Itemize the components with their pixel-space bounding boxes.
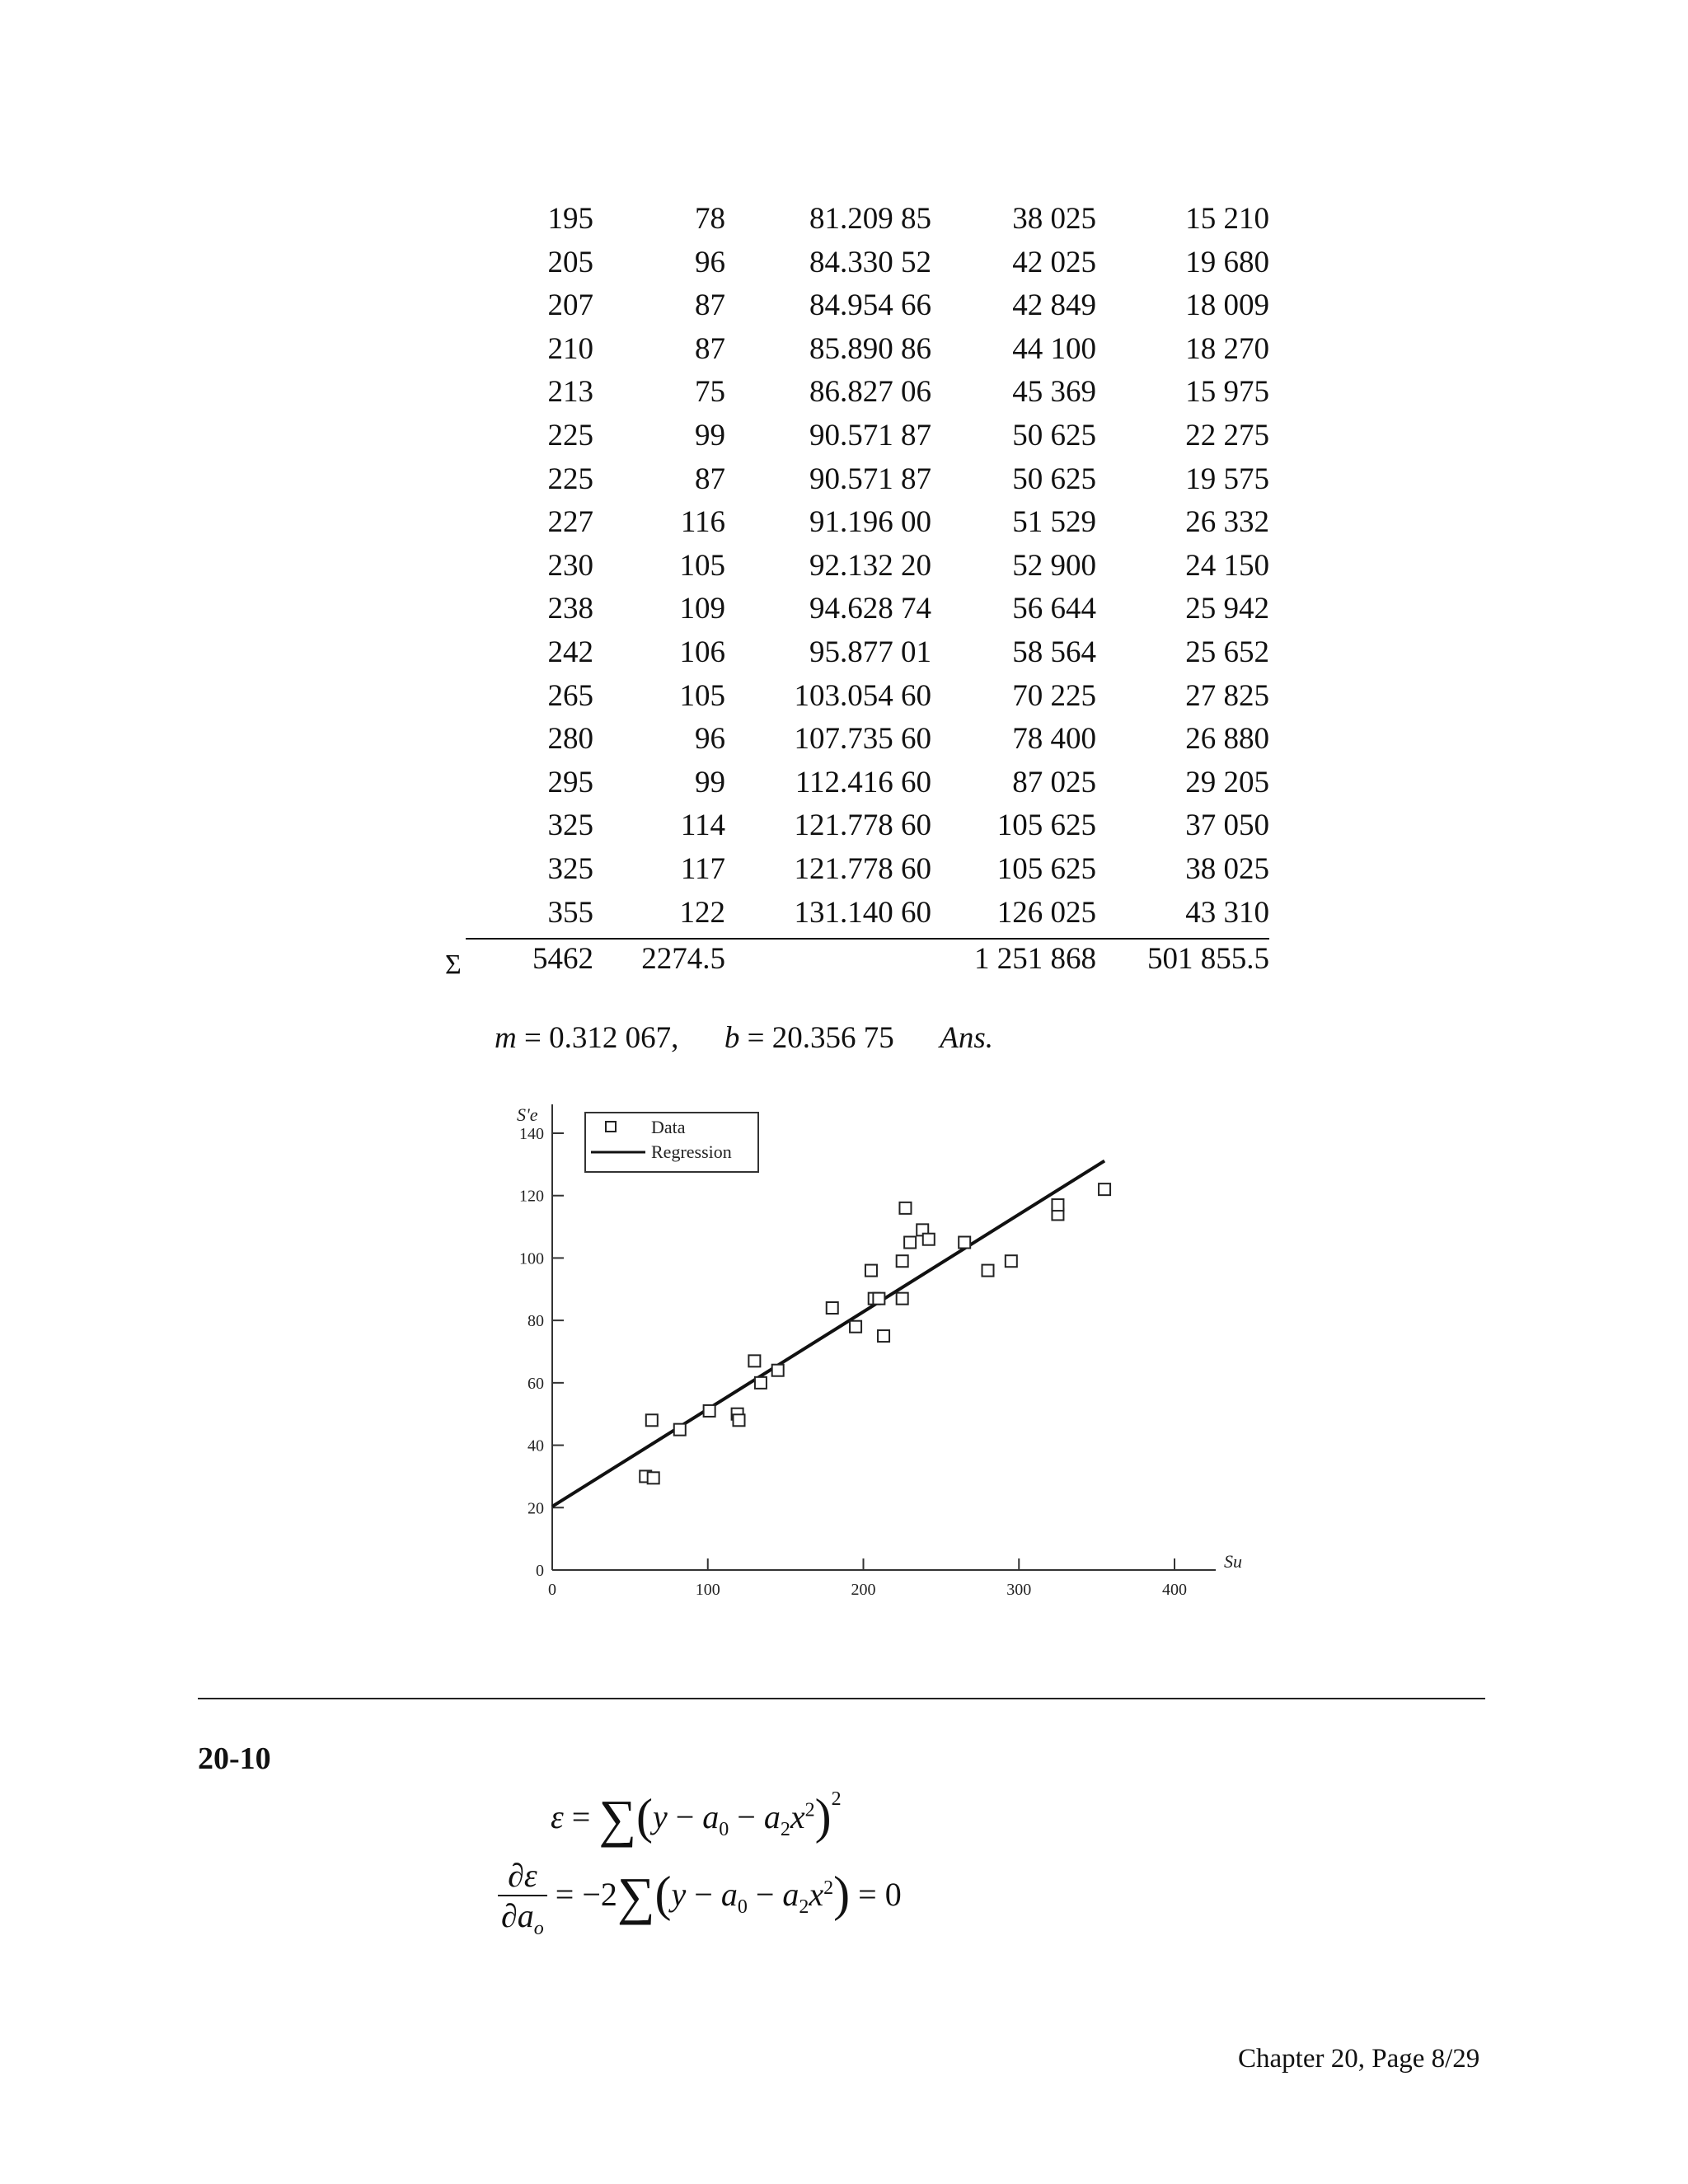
regression-results — [495, 1020, 993, 1056]
table-cell: 24 150 — [1185, 548, 1269, 583]
data-point — [748, 1355, 760, 1366]
data-point — [734, 1414, 745, 1426]
table-cell: 103.054 60 — [794, 678, 931, 713]
table-cell: 90.571 87 — [809, 418, 931, 452]
table-cell: 70 225 — [1012, 678, 1096, 713]
table-cell: 121.778 60 — [794, 808, 931, 843]
table-cell: 19 575 — [1185, 462, 1269, 496]
table-cell: 45 369 — [1012, 375, 1096, 410]
eq2-sum-symbol: ∑ — [617, 1867, 655, 1926]
data-point — [674, 1424, 686, 1436]
table-cell: 26 332 — [1185, 505, 1269, 540]
chart-legend — [585, 1113, 758, 1172]
equation-error-function — [551, 1788, 842, 1849]
legend-label-regression: Regression — [651, 1141, 732, 1162]
table-cell: 92.132 20 — [809, 548, 931, 583]
table-row — [429, 198, 1269, 241]
data-point — [755, 1377, 767, 1389]
table-cell: 87 — [695, 331, 725, 366]
eq1-a2: a — [763, 1798, 781, 1835]
table-cell: 37 050 — [1185, 808, 1269, 843]
b-label: b — [724, 1021, 740, 1055]
eq2-rhs: = 0 — [850, 1876, 902, 1914]
data-point — [899, 1202, 911, 1214]
m-label: m — [495, 1021, 517, 1055]
table-cell: 84.330 52 — [809, 245, 931, 279]
table-row — [429, 631, 1269, 675]
data-point — [850, 1321, 861, 1333]
table-cell: 90.571 87 — [809, 462, 931, 496]
table-row — [429, 804, 1269, 848]
eq2-a2: a — [782, 1876, 799, 1914]
sum-divider — [466, 938, 1269, 940]
x-axis-label: Su — [1224, 1551, 1242, 1572]
table-cell: 25 652 — [1185, 635, 1269, 669]
sum-cell: 1 251 868 — [974, 942, 1096, 977]
table-cell: 99 — [695, 418, 725, 452]
table-cell: 213 — [547, 375, 593, 410]
table-cell: 117 — [680, 851, 725, 886]
y-tick-label: 100 — [519, 1249, 544, 1268]
table-cell: 225 — [547, 462, 593, 496]
y-tick-label: 80 — [528, 1312, 544, 1331]
table-cell: 95.877 01 — [809, 635, 931, 669]
table-cell: 91.196 00 — [809, 505, 931, 540]
equation-partial-derivative — [498, 1856, 902, 1940]
table-row — [429, 762, 1269, 805]
y-axis-label: S'e — [517, 1104, 538, 1125]
table-cell: 355 — [547, 895, 593, 930]
eq1-outer-square: 2 — [831, 1788, 842, 1810]
eq2-equals: = −2 — [546, 1876, 617, 1914]
data-point — [865, 1265, 877, 1277]
table-cell: 265 — [547, 678, 593, 713]
data-point — [923, 1234, 935, 1245]
table-row — [429, 892, 1269, 935]
data-point — [827, 1302, 838, 1314]
table-cell: 52 900 — [1012, 548, 1096, 583]
table-cell: 227 — [547, 505, 593, 540]
x-tick-label: 400 — [1162, 1581, 1187, 1599]
table-cell: 295 — [547, 765, 593, 799]
m-value: = 0.312 067, — [516, 1021, 679, 1055]
table-cell: 105 625 — [996, 808, 1096, 843]
table-cell: 105 625 — [996, 851, 1096, 886]
eq2-x: x — [809, 1876, 824, 1914]
x-tick-label: 100 — [695, 1581, 720, 1599]
page-footer: Chapter 20, Page 8/29 — [1238, 2044, 1480, 2074]
eq1-close-paren: ) — [814, 1789, 832, 1844]
table-cell: 114 — [680, 808, 725, 843]
sum-cell: 2274.5 — [641, 942, 725, 977]
table-cell: 38 025 — [1012, 202, 1096, 236]
y-tick-label: 140 — [519, 1125, 544, 1143]
legend-marker-data — [606, 1122, 616, 1132]
ans-label: Ans. — [940, 1021, 993, 1055]
table-cell: 26 880 — [1185, 722, 1269, 757]
table-cell: 242 — [547, 635, 593, 669]
data-point — [904, 1237, 916, 1249]
eq1-minus-2: − — [729, 1798, 764, 1835]
table-cell: 325 — [547, 851, 593, 886]
y-tick-label: 60 — [528, 1374, 544, 1393]
table-cell: 195 — [547, 202, 593, 236]
eq2-minus-2: − — [747, 1876, 783, 1914]
data-point — [959, 1237, 970, 1249]
table-cell: 85.890 86 — [809, 331, 931, 366]
chart-axes — [517, 1104, 1242, 1599]
table-cell: 87 — [695, 462, 725, 496]
eq2-den-text: ∂a — [501, 1897, 534, 1934]
table-cell: 44 100 — [1012, 331, 1096, 366]
table-cell: 205 — [547, 245, 593, 279]
table-cell: 105 — [679, 548, 725, 583]
table-cell: 207 — [547, 288, 593, 323]
table-cell: 18 270 — [1185, 331, 1269, 366]
table-row — [429, 675, 1269, 719]
table-cell: 94.628 74 — [809, 592, 931, 626]
table-cell: 109 — [679, 592, 725, 626]
table-row — [429, 415, 1269, 458]
table-row — [429, 458, 1269, 502]
eq2-fraction — [498, 1856, 547, 1940]
eq2-x-squared: 2 — [823, 1877, 834, 1899]
table-cell: 81.209 85 — [809, 202, 931, 236]
eq1-lhs: ε — [551, 1798, 564, 1835]
regression-chart — [507, 1096, 1249, 1615]
eq1-equals: = — [563, 1798, 599, 1835]
table-row — [429, 588, 1269, 631]
table-cell: 78 — [695, 202, 725, 236]
data-point — [878, 1330, 889, 1342]
table-cell: 96 — [695, 245, 725, 279]
data-point — [897, 1255, 908, 1267]
y-tick-label: 0 — [536, 1562, 544, 1580]
table-cell: 19 680 — [1185, 245, 1269, 279]
sum-symbol: Σ — [445, 949, 462, 980]
table-cell: 18 009 — [1185, 288, 1269, 323]
table-cell: 87 — [695, 288, 725, 323]
data-point — [1099, 1183, 1110, 1195]
table-cell: 126 025 — [996, 895, 1096, 930]
table-row — [429, 241, 1269, 285]
data-point — [646, 1414, 658, 1426]
table-cell: 38 025 — [1185, 851, 1269, 886]
data-point — [704, 1405, 715, 1417]
table-row — [429, 718, 1269, 762]
x-tick-label: 0 — [548, 1581, 556, 1599]
eq2-open-paren: ( — [654, 1867, 672, 1922]
data-points — [640, 1183, 1110, 1483]
regression-line — [552, 1161, 1104, 1507]
y-tick-label: 120 — [519, 1187, 544, 1206]
table-cell: 42 849 — [1012, 288, 1096, 323]
x-tick-label: 200 — [851, 1581, 876, 1599]
data-point — [772, 1365, 784, 1376]
eq1-sub-2: 2 — [780, 1819, 790, 1840]
legend-label-data: Data — [651, 1117, 686, 1137]
table-row — [429, 371, 1269, 415]
eq2-a0: a — [720, 1876, 738, 1914]
table-cell: 99 — [695, 765, 725, 799]
table-cell: 131.140 60 — [794, 895, 931, 930]
table-cell: 58 564 — [1012, 635, 1096, 669]
table-cell: 106 — [679, 635, 725, 669]
table-cell: 15 975 — [1185, 375, 1269, 410]
eq1-sub-0: 0 — [719, 1819, 729, 1840]
eq1-x: x — [790, 1798, 805, 1835]
table-cell: 43 310 — [1185, 895, 1269, 930]
table-cell: 210 — [547, 331, 593, 366]
table-cell: 96 — [695, 722, 725, 757]
eq2-sub-0: 0 — [737, 1896, 748, 1919]
table-cell: 75 — [695, 375, 725, 410]
problem-number: 20-10 — [198, 1741, 271, 1776]
data-point — [982, 1265, 994, 1277]
table-cell: 105 — [679, 678, 725, 713]
sum-cell: 501 855.5 — [1147, 942, 1269, 977]
table-cell: 107.735 60 — [794, 722, 931, 757]
table-cell: 238 — [547, 592, 593, 626]
eq2-numerator: ∂ε — [498, 1856, 547, 1896]
table-cell: 86.827 06 — [809, 375, 931, 410]
table-cell: 22 275 — [1185, 418, 1269, 452]
table-cell: 87 025 — [1012, 765, 1096, 799]
b-value: = 20.356 75 — [739, 1021, 894, 1055]
table-cell: 325 — [547, 808, 593, 843]
sum-row — [429, 935, 1269, 984]
data-point — [873, 1293, 884, 1305]
data-point — [1052, 1199, 1063, 1211]
table-cell: 25 942 — [1185, 592, 1269, 626]
table-cell: 225 — [547, 418, 593, 452]
table-row — [429, 848, 1269, 892]
table-body — [429, 198, 1269, 984]
table-cell: 280 — [547, 722, 593, 757]
eq2-minus-1: − — [686, 1876, 721, 1914]
table-row — [429, 545, 1269, 588]
table-row — [429, 328, 1269, 372]
eq1-open-paren: ( — [635, 1789, 653, 1844]
table-cell: 51 529 — [1012, 505, 1096, 540]
eq1-a0: a — [702, 1798, 720, 1835]
eq2-sub-2: 2 — [799, 1896, 809, 1919]
table-cell: 29 205 — [1185, 765, 1269, 799]
data-point — [1006, 1255, 1017, 1267]
eq2-den-sub: o — [533, 1918, 544, 1939]
eq1-sum-symbol: ∑ — [598, 1789, 636, 1848]
y-tick-label: 20 — [528, 1499, 544, 1518]
eq1-y: y — [652, 1798, 668, 1835]
table-row — [429, 284, 1269, 328]
table-cell: 122 — [679, 895, 725, 930]
table-cell: 116 — [680, 505, 725, 540]
table-cell: 230 — [547, 548, 593, 583]
data-point — [897, 1293, 908, 1305]
x-tick-label: 300 — [1006, 1581, 1032, 1599]
table-cell: 42 025 — [1012, 245, 1096, 279]
table-cell: 27 825 — [1185, 678, 1269, 713]
eq2-denominator — [498, 1896, 547, 1940]
data-table — [429, 198, 1269, 984]
y-tick-label: 40 — [528, 1436, 544, 1455]
table-cell: 15 210 — [1185, 202, 1269, 236]
eq1-minus-1: − — [667, 1798, 703, 1835]
sum-cell — [725, 935, 931, 984]
table-cell: 50 625 — [1012, 418, 1096, 452]
table-cell: 121.778 60 — [794, 851, 931, 886]
table-cell: 112.416 60 — [795, 765, 931, 799]
table-cell: 84.954 66 — [809, 288, 931, 323]
data-point — [648, 1472, 659, 1483]
sum-cell: 5462 — [532, 942, 593, 977]
table-row — [429, 501, 1269, 545]
eq2-y: y — [671, 1876, 687, 1914]
eq2-close-paren: ) — [833, 1867, 851, 1922]
table-cell: 56 644 — [1012, 592, 1096, 626]
regression-line-segment — [552, 1161, 1104, 1507]
section-divider — [198, 1698, 1485, 1699]
table-cell: 78 400 — [1012, 722, 1096, 757]
table-cell: 50 625 — [1012, 462, 1096, 496]
eq1-x-squared: 2 — [804, 1799, 815, 1821]
